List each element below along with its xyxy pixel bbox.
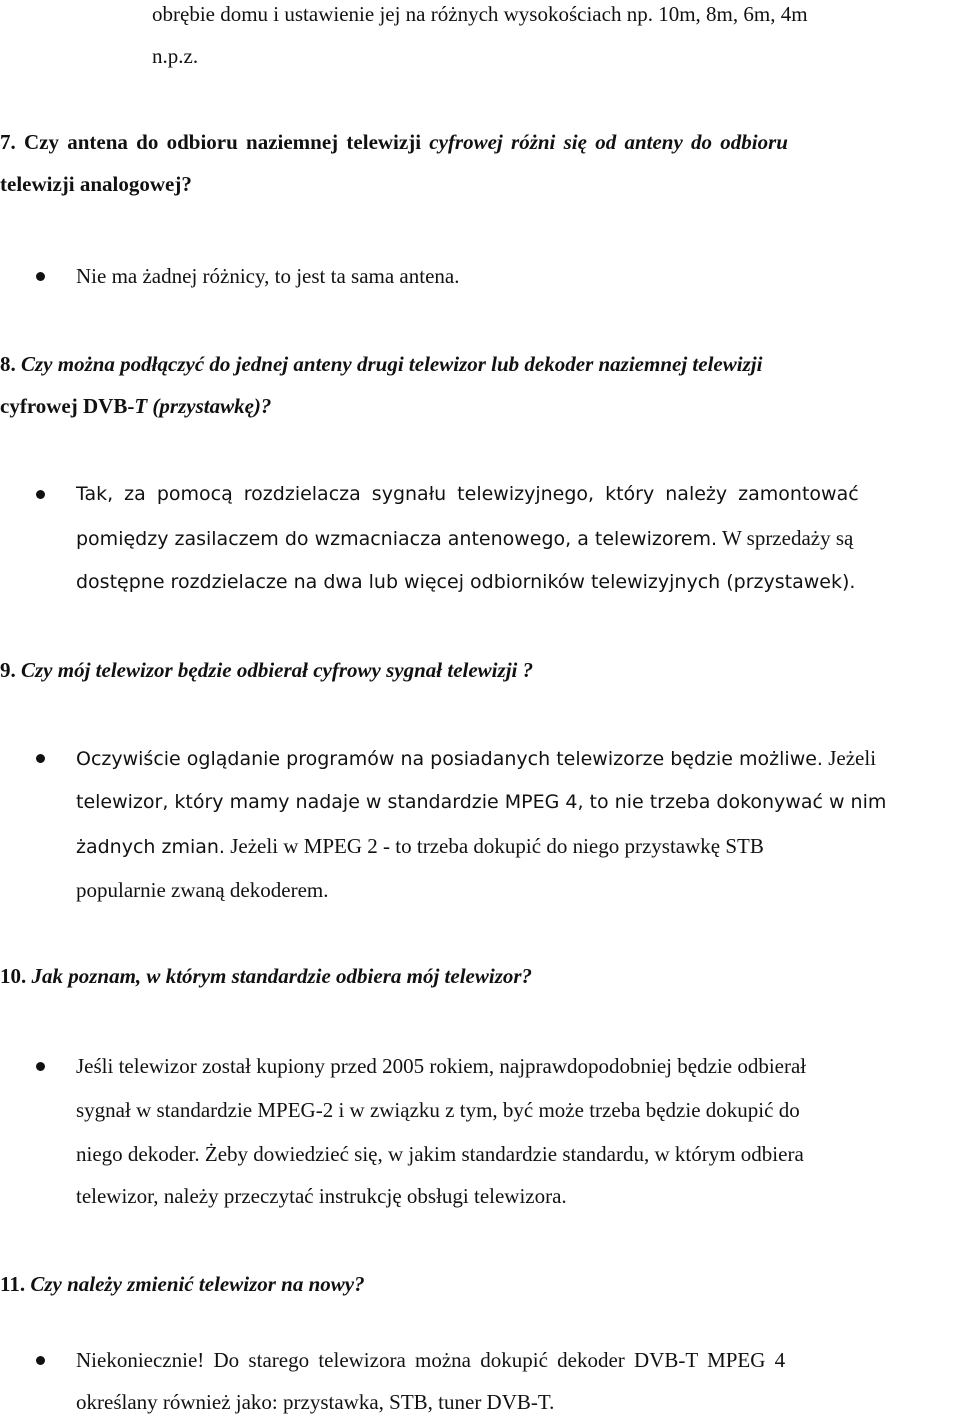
bullet-icon (36, 754, 45, 763)
question-8-line-2-italic: T (przystawkę)? (134, 394, 272, 418)
question-11-text: Czy należy zmienić telewizor na nowy? (30, 1272, 365, 1296)
answer-11-line-1: Niekoniecznie! Do starego telewizora można dokupić dekoder DVB-T MPEG 4 (76, 1348, 786, 1372)
bullet-icon (36, 1062, 45, 1071)
question-7-text-plain: Czy antena do odbioru naziemnej telewizji (24, 130, 422, 154)
answer-8-line-2-serif: W sprzedaży są (721, 526, 854, 550)
answer-9-line-3-sans: żadnych zmian. (76, 836, 225, 858)
question-7-line-2-text: telewizji analogowej? (0, 172, 192, 196)
answer-8-line-2 (76, 524, 853, 553)
question-7-number: 7. (0, 130, 16, 154)
question-10-number: 10. (0, 964, 27, 988)
question-7 (0, 128, 955, 156)
answer-9-line-3 (76, 832, 764, 861)
bullet-icon (36, 490, 45, 499)
intro-line-1: obrębie domu i ustawienie jej na różnych wysokościach np. 10m, 8m, 6m, 4m (152, 2, 808, 26)
question-8-number: 8. (0, 352, 16, 376)
answer-9-line-1-sans: Oczywiście oglądanie programów na posiadanych telewizorze będzie możliwe. (76, 748, 823, 770)
question-7-line-2 (0, 170, 192, 198)
bullet-icon (36, 1356, 45, 1365)
answer-10-line-1: Jeśli telewizor został kupiony przed 2005 rokiem, najprawdopodobniej będzie odbierał (76, 1054, 807, 1078)
question-9-text: Czy mój telewizor będzie odbierał cyfrowy sygnał telewizji ? (21, 658, 534, 682)
answer-10-line-3: niego dekoder. Żeby dowiedzieć się, w jakim standardzie standardu, w którym odbiera (76, 1142, 804, 1166)
answer-9-line-1 (76, 744, 876, 773)
answer-10-line-4: telewizor, należy przeczytać instrukcję obsługi telewizora. (76, 1184, 567, 1208)
answer-10-line-2: sygnał w standardzie MPEG-2 i w związku z tym, być może trzeba będzie dokupić do (76, 1098, 800, 1122)
answer-7-line-1: Nie ma żadnej różnicy, to jest ta sama antena. (76, 264, 460, 288)
answer-8-line-1: Tak, za pomocą rozdzielacza sygnału telewizyjnego, który należy zamontować (76, 483, 859, 505)
question-8-text: Czy można podłączyć do jednej anteny drugi telewizor lub dekoder naziemnej telewizji (21, 352, 763, 376)
answer-8-line-2-sans: pomiędzy zasilaczem do wzmacniacza antenowego, a telewizorem. (76, 528, 718, 550)
question-10 (0, 962, 532, 990)
answer-11-line-2: określany również jako: przystawka, STB, tuner DVB-T. (76, 1390, 555, 1414)
question-11 (0, 1270, 365, 1298)
answer-9-line-2: telewizor, który mamy nadaje w standardzie MPEG 4, to nie trzeba dokonywać w nim (76, 791, 887, 813)
intro-line-2: n.p.z. (152, 44, 199, 68)
answer-9-line-1-serif: Jeżeli (828, 746, 877, 770)
answer-8-line-3: dostępne rozdzielacze na dwa lub więcej odbiorników telewizyjnych (przystawek). (76, 571, 856, 593)
answer-9-line-3-serif: Jeżeli w MPEG 2 - to trzeba dokupić do niego przystawkę STB (230, 834, 764, 858)
question-9-number: 9. (0, 658, 16, 682)
answer-9-line-4: popularnie zwaną dekoderem. (76, 878, 329, 902)
question-9 (0, 656, 533, 684)
bullet-icon (36, 272, 45, 281)
question-11-number: 11. (0, 1272, 26, 1296)
question-8-line-2 (0, 392, 271, 420)
question-7-text-italic: cyfrowej różni się od anteny do odbioru (429, 130, 788, 154)
question-8 (0, 350, 762, 378)
question-8-line-2-plain: cyfrowej DVB- (0, 394, 135, 418)
question-10-text: Jak poznam, w którym standardzie odbiera mój telewizor? (31, 964, 533, 988)
